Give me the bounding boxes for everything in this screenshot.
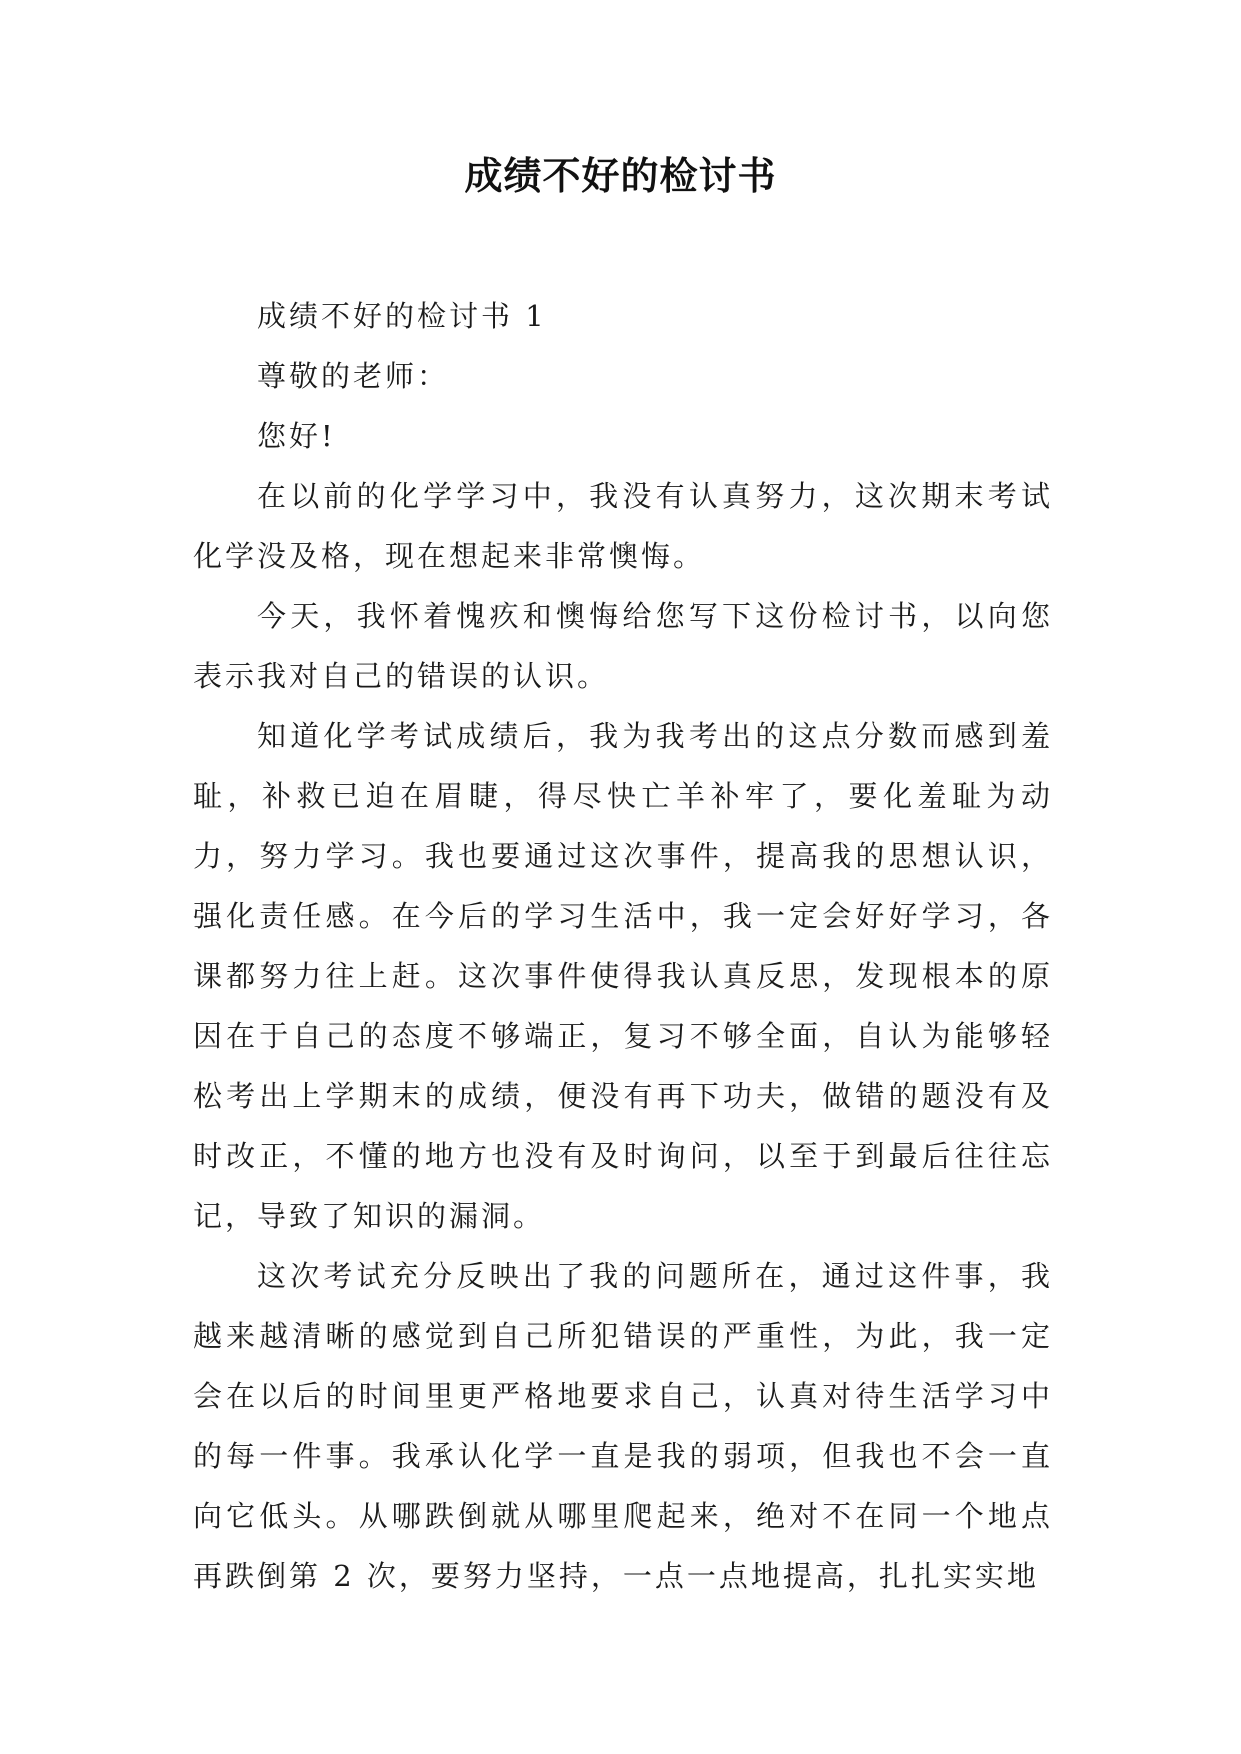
document-title: 成绩不好的检讨书 — [464, 154, 777, 198]
document-body — [193, 286, 1053, 1606]
paragraph-greeting: 您好! — [257, 419, 336, 453]
paragraph-body: 这次考试充分反映出了我的问题所在，通过这件事，我越来越清晰的感觉到自己所犯错误的严重性，为此，我一定会在以后的时间里更严格地要求自己，认真对待生活学习中的每一件事。我承认化学一直是我的弱项，但我也不会一直向它低头。从哪跌倒就从哪里爬起来，绝对不在同一个地点再跌倒第 2 次，要努力坚持，一点一点地提高，扎扎实实地 — [193, 1259, 1053, 1593]
paragraph-body: 知道化学考试成绩后，我为我考出的这点分数而感到羞耻，补救已迫在眉睫，得尽快亡羊补牢了，要化羞耻为动力，努力学习。我也要通过这次事件，提高我的思想认识，强化责任感。在今后的学习生活中，我一定会好好学习，各课都努力往上赶。这次事件使得我认真反思，发现根本的原因在于自己的态度不够端正，复习不够全面，自认为能够轻松考出上学期末的成绩，便没有再下功夫，做错的题没有及时改正，不懂的地方也没有及时询问，以至于到最后往往忘记，导致了知识的漏洞。 — [193, 719, 1053, 1233]
paragraph-salutation: 尊敬的老师： — [257, 359, 450, 393]
paragraph-body: 今天，我怀着愧疚和懊悔给您写下这份检讨书，以向您表示我对自己的错误的认识。 — [193, 599, 1053, 693]
paragraph-heading: 成绩不好的检讨书 1 — [257, 299, 547, 333]
paragraph-body: 在以前的化学学习中，我没有认真努力，这次期末考试化学没及格，现在想起来非常懊悔。 — [193, 479, 1053, 573]
